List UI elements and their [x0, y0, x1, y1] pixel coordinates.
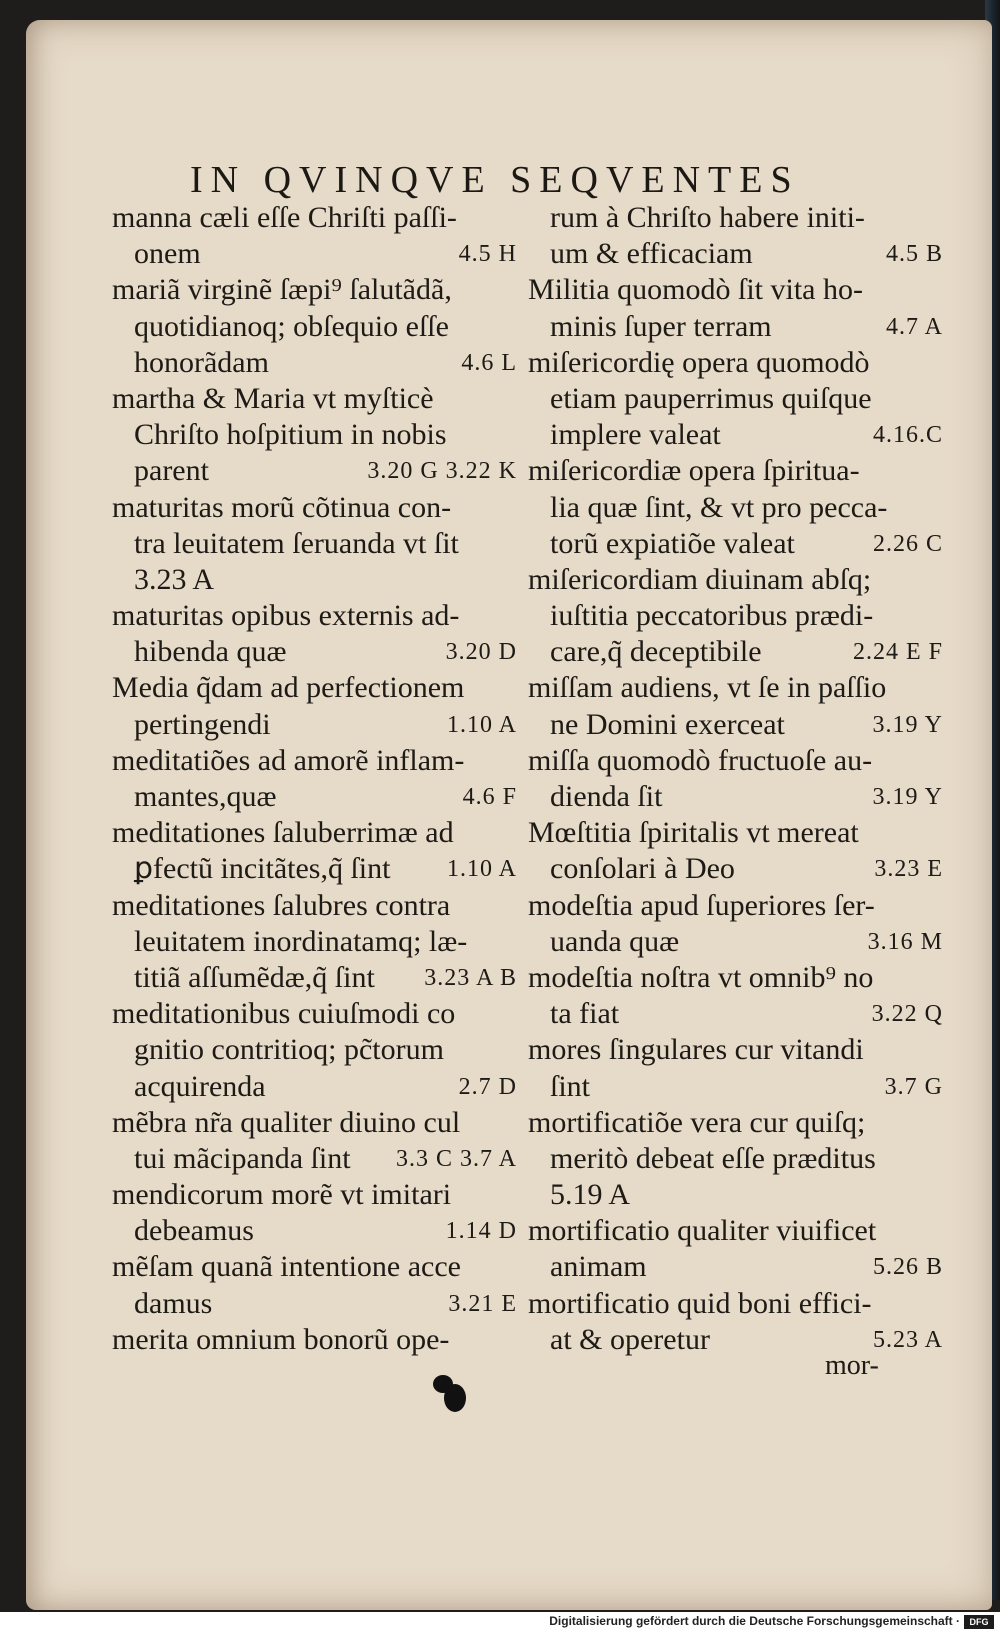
index-line — [112, 309, 517, 345]
index-entry-text: 3.23 A — [134, 562, 215, 596]
index-entry-text: meditationes ſalubres contra — [112, 888, 451, 922]
index-entry-reference: 3.19 Y — [872, 784, 943, 810]
index-entry-text: uanda quæ — [550, 924, 680, 958]
index-entry-reference: 3.20 G 3.22 K — [367, 458, 517, 485]
index-entry-reference: 5.26 B — [872, 1254, 943, 1281]
index-line — [112, 924, 517, 960]
index-entry-reference: 3.7 G — [884, 1073, 943, 1100]
dfg-logo: DFG — [964, 1615, 994, 1629]
index-entry-text: tui mãcipanda ſint — [134, 1141, 351, 1175]
index-entry-reference: 3.22 Q — [871, 1001, 943, 1028]
index-line — [112, 417, 517, 453]
index-entry-text: martha & Maria vt myſticè — [112, 381, 434, 415]
index-line — [112, 236, 517, 272]
index-entry-reference: 2.7 D — [458, 1073, 517, 1100]
index-entry-text: quotidianoq; obſequio eſſe — [134, 309, 449, 343]
index-entry-reference: 3.19 Y — [872, 711, 943, 738]
index-line — [528, 1249, 943, 1285]
index-column-right — [528, 200, 943, 1358]
index-line — [528, 1069, 943, 1105]
index-entry-text: miſericordię opera quomodò — [528, 345, 870, 379]
index-entry-text: damus — [134, 1286, 213, 1320]
index-line — [528, 960, 943, 996]
index-entry-text: Mœſtitia ſpiritalis vt mereat — [528, 816, 859, 850]
index-entry-reference: 3.3 C 3.7 A — [395, 1145, 517, 1172]
index-entry-reference: 3.20 D — [445, 639, 517, 666]
index-entry-text: lia quæ ſint, & vt pro pecca- — [550, 490, 888, 524]
index-line — [528, 200, 943, 236]
index-entry-reference: 5.23 A — [872, 1326, 943, 1353]
index-line — [528, 1141, 943, 1177]
index-entry-text: conſolari à Deo — [550, 852, 735, 886]
index-line — [528, 743, 943, 779]
index-entry-text: mantes,quæ — [134, 780, 277, 813]
index-entry-reference: 2.26 C — [872, 530, 943, 557]
index-line — [528, 417, 943, 453]
index-line — [112, 707, 517, 743]
index-line — [112, 272, 517, 308]
index-line — [528, 1177, 943, 1213]
index-entry-text: mortificatiõe vera cur quiſq; — [528, 1105, 866, 1139]
index-line — [112, 1249, 517, 1285]
index-entry-text: mẽſam quanã intentione acce — [112, 1250, 461, 1284]
index-entry-text: at & operetur — [550, 1322, 710, 1356]
index-entry-reference: 1.10 A — [446, 711, 517, 738]
index-line — [528, 670, 943, 706]
index-entry-reference: 3.23 A B — [424, 964, 517, 991]
index-entry-reference: 3.21 E — [448, 1290, 517, 1317]
index-entry-text: iuſtitia peccatoribus prædi- — [550, 599, 874, 633]
index-entry-text: care,q̃ deceptibile — [550, 635, 762, 669]
index-entry-reference: 4.16.C — [872, 422, 943, 449]
index-line — [112, 1032, 517, 1068]
index-line — [528, 272, 943, 308]
index-line — [528, 526, 943, 562]
index-line — [112, 526, 517, 562]
index-line — [528, 707, 943, 743]
index-entry-text: maturitas morũ cõtinua con- — [112, 490, 452, 524]
index-entry-text: Militia quomodò ſit vita ho- — [528, 273, 863, 307]
index-line — [112, 490, 517, 526]
index-line — [112, 996, 517, 1032]
index-entry-text: implere valeat — [550, 418, 721, 452]
funding-note: Digitalisierung gefördert durch die Deutsche Forschungsgemeinschaft · — [549, 1614, 960, 1628]
index-entry-text: um & efficaciam — [550, 237, 753, 271]
index-entry-text: ꝑfectũ incitãtes,q̃ ſint — [134, 852, 391, 886]
index-entry-text: mariã virginẽ ſæpi⁹ ſalutãdã, — [112, 273, 452, 307]
index-entry-text: pertingendi — [134, 707, 271, 741]
index-entry-text: miſſa quomodò fructuoſe au- — [528, 743, 873, 777]
index-entry-reference: 4.6 F — [462, 784, 517, 810]
index-entry-text: minis ſuper terram — [550, 309, 772, 343]
index-entry-text: animam — [550, 1250, 647, 1284]
index-entry-reference: 3.23 E — [874, 856, 943, 883]
index-line — [112, 670, 517, 706]
index-entry-text: torũ expiatiõe valeat — [550, 526, 795, 560]
index-line — [528, 1105, 943, 1141]
index-entry-reference: 4.5 B — [885, 241, 943, 268]
index-line — [112, 1105, 517, 1141]
index-line — [112, 634, 517, 670]
index-entry-text: parent — [134, 454, 209, 488]
index-entry-text: Chriſto hoſpitium in nobis — [134, 418, 447, 452]
index-line — [528, 851, 943, 887]
index-line — [528, 453, 943, 489]
index-entry-text: modeſtia apud ſuperiores ſer- — [528, 888, 875, 922]
index-entry-text: mores ſingulares cur vitandi — [528, 1033, 864, 1067]
index-entry-reference: 4.6 L — [461, 349, 517, 376]
index-entry-reference: 4.7 A — [885, 313, 943, 340]
index-line — [112, 200, 517, 236]
running-head: IN QVINQVE SEQVENTES — [190, 159, 800, 201]
index-line — [528, 381, 943, 417]
digitization-footer — [0, 1612, 1000, 1632]
index-entry-text: rum à Chriſto habere initi- — [550, 201, 865, 234]
index-line — [528, 562, 943, 598]
index-line — [112, 381, 517, 417]
index-line — [528, 888, 943, 924]
index-entry-text: ne Domini exerceat — [550, 707, 785, 741]
index-entry-text: maturitas opibus externis ad- — [112, 599, 460, 633]
index-entry-text: ſint — [550, 1069, 591, 1103]
index-entry-text: ta fiat — [550, 997, 620, 1031]
index-entry-text: titiã aſſumẽdæ,q̃ ſint — [134, 960, 375, 994]
index-line — [112, 960, 517, 996]
index-line — [528, 345, 943, 381]
index-line — [112, 562, 517, 598]
index-entry-text: mendicorum morẽ vt imitari — [112, 1178, 452, 1212]
index-line — [528, 779, 943, 815]
index-line — [528, 634, 943, 670]
index-entry-text: merita omnium bonorũ ope- — [112, 1322, 450, 1356]
index-line — [112, 598, 517, 634]
index-entry-text: 5.19 A — [550, 1178, 631, 1212]
index-entry-text: meritò debeat eſſe præditus — [550, 1141, 876, 1175]
index-line — [112, 1177, 517, 1213]
ink-blot-ornament — [432, 1373, 472, 1415]
catchword: mor- — [825, 1350, 879, 1381]
index-line — [528, 1213, 943, 1249]
index-entry-text: mẽbra nr̃a qualiter diuino cul — [112, 1105, 461, 1139]
index-entry-reference: 1.10 A — [446, 856, 517, 883]
index-entry-text: dienda ſit — [550, 780, 663, 813]
index-line — [112, 779, 517, 815]
index-entry-text: etiam pauperrimus quiſque — [550, 381, 872, 415]
index-entry-reference: 1.14 D — [445, 1218, 517, 1245]
index-entry-text: leuitatem inordinatamq; læ- — [134, 924, 468, 958]
index-entry-text: modeſtia noſtra vt omnib⁹ no — [528, 960, 874, 994]
index-entry-text: manna cæli eſſe Chriſti paſſi- — [112, 201, 457, 234]
index-line — [528, 1032, 943, 1068]
index-entry-reference: 4.5 H — [458, 241, 517, 268]
index-line — [112, 815, 517, 851]
index-entry-text: miſericordiæ opera ſpiritua- — [528, 454, 860, 488]
index-line — [112, 743, 517, 779]
index-entry-text: honorãdam — [134, 345, 269, 379]
index-entry-text: tra leuitatem ſeruanda vt ſit — [134, 526, 459, 560]
index-line — [528, 1286, 943, 1322]
index-line — [528, 1322, 943, 1358]
index-line — [112, 453, 517, 489]
index-entry-text: miſſam audiens, vt ſe in paſſio — [528, 671, 887, 705]
index-entry-text: meditationes ſaluberrimæ ad — [112, 816, 454, 850]
index-entry-text: miſericordiam diuinam abſq; — [528, 562, 872, 596]
index-line — [528, 996, 943, 1032]
index-entry-text: meditationibus cuiuſmodi co — [112, 997, 456, 1031]
index-line — [112, 1286, 517, 1322]
index-line — [528, 490, 943, 526]
index-entry-text: gnitio contritioq; pc̃torum — [134, 1033, 444, 1067]
index-line — [112, 1069, 517, 1105]
index-entry-text: Media q̃dam ad perfectionem — [112, 671, 465, 705]
index-entry-text: hibenda quæ — [134, 635, 287, 669]
index-line — [528, 598, 943, 634]
index-line — [112, 851, 517, 887]
index-line — [112, 888, 517, 924]
index-entry-text: acquirenda — [134, 1069, 266, 1103]
index-entry-text: onem — [134, 237, 201, 271]
index-line — [528, 309, 943, 345]
index-line — [528, 236, 943, 272]
index-line — [528, 924, 943, 960]
index-line — [112, 345, 517, 381]
index-line — [112, 1141, 517, 1177]
index-entry-text: debeamus — [134, 1214, 254, 1248]
index-entry-reference: 3.16 M — [867, 928, 943, 955]
index-line — [112, 1213, 517, 1249]
index-entry-text: mortificatio quid boni effici- — [528, 1286, 872, 1320]
index-column-left — [112, 200, 517, 1358]
index-line — [112, 1322, 517, 1358]
index-line — [528, 815, 943, 851]
index-entry-text: mortificatio qualiter viuificet — [528, 1214, 877, 1248]
index-entry-text: meditatiões ad amorẽ inflam- — [112, 743, 465, 777]
index-entry-reference: 2.24 E F — [852, 639, 943, 666]
